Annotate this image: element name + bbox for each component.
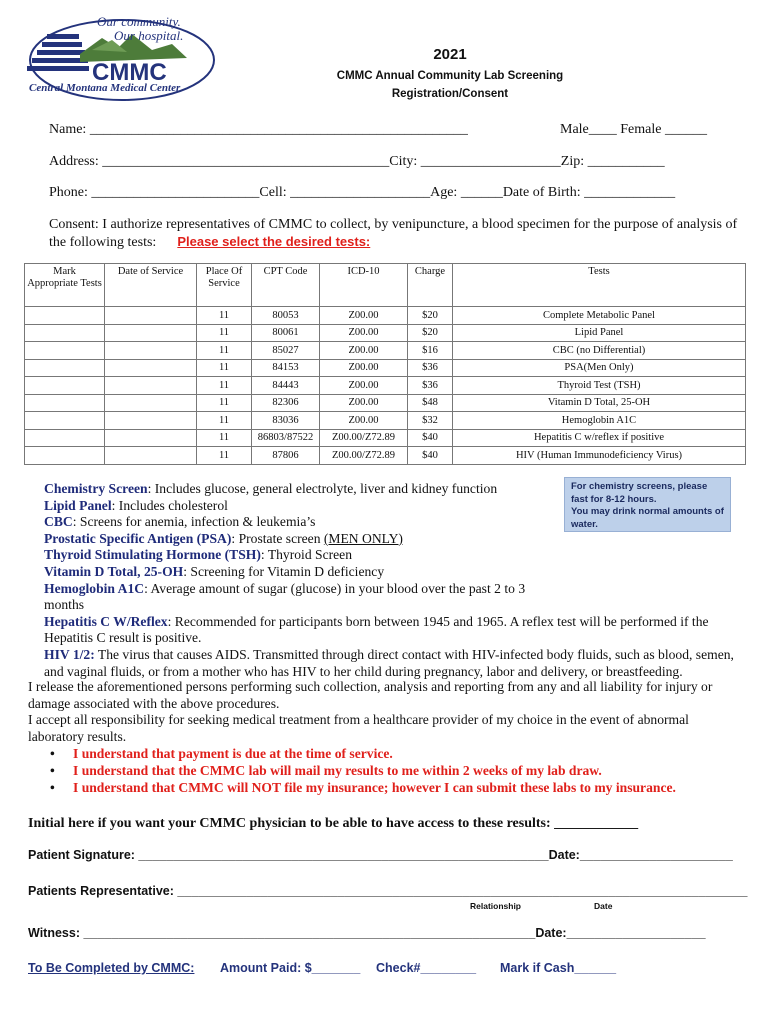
test-name-cell: Complete Metabolic Panel xyxy=(453,307,746,325)
date-cell xyxy=(105,412,197,430)
date-label: Date xyxy=(594,901,613,911)
cpt-cell: 80053 xyxy=(252,307,320,325)
icd-cell: Z00.00 xyxy=(320,377,408,395)
definition-item xyxy=(44,581,564,614)
table-row xyxy=(25,447,746,465)
table-row xyxy=(25,394,746,412)
test-name-cell: Vitamin D Total, 25-OH xyxy=(453,394,746,412)
mark-cell[interactable] xyxy=(25,342,105,360)
cpt-cell: 83036 xyxy=(252,412,320,430)
table-row xyxy=(25,412,746,430)
cash-field[interactable]: Mark if Cash______ xyxy=(500,961,617,975)
cpt-cell: 87806 xyxy=(252,447,320,465)
date-cell xyxy=(105,359,197,377)
charge-cell: $16 xyxy=(408,342,453,360)
patient-signature-field[interactable]: Patient Signature: ___________________________________________________________Date:______________________ xyxy=(28,848,733,862)
charge-cell: $36 xyxy=(408,377,453,395)
acknowledgement-item: • I understand that CMMC will NOT file my insurance; however I can submit these labs to my insurance. xyxy=(50,780,676,795)
charge-cell: $20 xyxy=(408,307,453,325)
cpt-cell: 84443 xyxy=(252,377,320,395)
representative-field[interactable]: Patients Representative: __________________________________________________________________________________ xyxy=(28,884,748,898)
form-year: 2021 xyxy=(433,46,467,63)
fasting-note: For chemistry screens, please fast for 8-12 hours. You may drink normal amounts of water. xyxy=(564,477,731,532)
phone-field[interactable]: Phone: ________________________Cell: ____________________Age: ______Date of Birth: _____________ xyxy=(49,185,676,200)
definition-desc: : Screening for Vitamin D deficiency xyxy=(183,563,385,579)
bullet-icon: • xyxy=(50,746,55,761)
table-row xyxy=(25,342,746,360)
lab-tests-table xyxy=(24,263,746,465)
place-cell: 11 xyxy=(197,429,252,447)
test-name-cell: PSA(Men Only) xyxy=(453,359,746,377)
definition-desc: : Prostate screen xyxy=(231,530,324,546)
cpt-cell: 80061 xyxy=(252,324,320,342)
definition-desc: : Includes cholesterol xyxy=(111,497,228,513)
icd-cell: Z00.00 xyxy=(320,412,408,430)
definition-desc: : Includes glucose, general electrolyte, liver and kidney function xyxy=(147,481,498,496)
table-row xyxy=(25,377,746,395)
table-row xyxy=(25,359,746,377)
definition-term: Prostatic Specific Antigen (PSA) xyxy=(44,530,232,546)
table-header-row xyxy=(25,264,746,307)
table-row xyxy=(25,324,746,342)
definition-emphasis: (MEN ONLY) xyxy=(323,530,403,546)
cpt-cell: 85027 xyxy=(252,342,320,360)
definition-term: Vitamin D Total, 25-OH xyxy=(44,563,184,579)
initial-field[interactable]: Initial here if you want your CMMC physician to be able to have access to these results: ____________ xyxy=(28,816,639,831)
mark-cell[interactable] xyxy=(25,429,105,447)
definition-term: CBC xyxy=(44,514,73,530)
relationship-label: Relationship xyxy=(470,901,522,911)
acknowledgement-item: • I understand that the CMMC lab will mail my results to me within 2 weeks of my lab draw. xyxy=(50,763,602,778)
office-use-label: To Be Completed by CMMC: xyxy=(28,961,195,975)
date-cell xyxy=(105,429,197,447)
col-charge: Charge xyxy=(408,264,453,307)
definition-item xyxy=(44,614,744,647)
name-field[interactable]: Name: ______________________________________________________ xyxy=(49,122,468,137)
bullet-icon: • xyxy=(50,763,55,778)
col-place-of-service: Place Of Service xyxy=(197,264,252,307)
icd-cell: Z00.00/Z72.89 xyxy=(320,429,408,447)
definition-item xyxy=(44,514,559,531)
definition-desc: : Screens for anemia, infection & leukemia’s xyxy=(72,514,316,530)
cpt-cell: 86803/87522 xyxy=(252,429,320,447)
acknowledgement-list xyxy=(48,745,748,796)
form-title: CMMC Annual Community Lab Screening xyxy=(336,70,564,82)
date-cell xyxy=(105,307,197,325)
amount-paid-field[interactable]: Amount Paid: $_______ xyxy=(220,961,361,975)
test-name-cell: CBC (no Differential) xyxy=(453,342,746,360)
select-tests-prompt: Please select the desired tests: xyxy=(177,234,371,249)
cmmc-logo xyxy=(22,10,222,106)
form-subtitle: Registration/Consent xyxy=(391,88,509,100)
definition-term: Thyroid Stimulating Hormone (TSH) xyxy=(44,547,261,563)
release-text: I release the aforementioned persons performing such collection, analysis and reporting from any and all liability for injury or damage associated with the above procedures. I accept all responsibility for seeking medical treatment from a healthcare provider of my choice in the event of abnormal laboratory results. xyxy=(28,679,713,744)
address-field[interactable]: Address: _________________________________________City: ____________________Zip: ___________ xyxy=(49,154,665,169)
charge-cell: $40 xyxy=(408,447,453,465)
mark-cell[interactable] xyxy=(25,307,105,325)
icd-cell: Z00.00 xyxy=(320,394,408,412)
icd-cell: Z00.00 xyxy=(320,307,408,325)
test-name-cell: Hepatitis C w/reflex if positive xyxy=(453,429,746,447)
col-date-of-service: Date of Service xyxy=(105,264,197,307)
definition-desc: : Thyroid Screen xyxy=(260,547,353,563)
place-cell: 11 xyxy=(197,394,252,412)
definition-item xyxy=(44,531,564,548)
definition-item xyxy=(44,481,559,498)
mark-cell[interactable] xyxy=(25,377,105,395)
charge-cell: $40 xyxy=(408,429,453,447)
place-cell: 11 xyxy=(197,447,252,465)
definition-term: Chemistry Screen xyxy=(44,481,148,496)
date-cell xyxy=(105,324,197,342)
place-cell: 11 xyxy=(197,412,252,430)
date-cell xyxy=(105,377,197,395)
check-number-field[interactable]: Check#________ xyxy=(376,961,477,975)
logo-graphic xyxy=(22,10,222,106)
charge-cell: $48 xyxy=(408,394,453,412)
mark-cell[interactable] xyxy=(25,394,105,412)
bullet-icon: • xyxy=(50,780,55,795)
col-tests: Tests xyxy=(453,264,746,307)
svg-text:Central Montana Medical Center: Central Montana Medical Center xyxy=(29,82,181,94)
icd-cell: Z00.00/Z72.89 xyxy=(320,447,408,465)
definition-term: Hemoglobin A1C xyxy=(44,580,145,596)
mark-cell[interactable] xyxy=(25,412,105,430)
test-name-cell: Hemoglobin A1C xyxy=(453,412,746,430)
consent-text-line2: the following tests: Please select the desired tests: xyxy=(49,234,371,250)
place-cell: 11 xyxy=(197,342,252,360)
table-row xyxy=(25,429,746,447)
mark-cell[interactable] xyxy=(25,359,105,377)
definition-term: Lipid Panel xyxy=(44,497,112,513)
place-cell: 11 xyxy=(197,324,252,342)
consent-text: Consent: I authorize representatives of CMMC to collect, by venipuncture, a blood specimen for the purpose of analysis of xyxy=(49,217,738,232)
charge-cell: $32 xyxy=(408,412,453,430)
date-cell xyxy=(105,447,197,465)
definition-term: HIV 1/2: xyxy=(44,646,95,662)
cpt-cell: 82306 xyxy=(252,394,320,412)
charge-cell: $36 xyxy=(408,359,453,377)
date-cell xyxy=(105,342,197,360)
place-cell: 11 xyxy=(197,377,252,395)
svg-text:Our community.: Our community. xyxy=(97,14,181,29)
icd-cell: Z00.00 xyxy=(320,342,408,360)
mark-cell[interactable] xyxy=(25,447,105,465)
charge-cell: $20 xyxy=(408,324,453,342)
col-cpt-code: CPT Code xyxy=(252,264,320,307)
place-cell: 11 xyxy=(197,359,252,377)
icd-cell: Z00.00 xyxy=(320,324,408,342)
definition-desc: : Average amount of sugar (glucose) in your blood over the past 2 to 3 months xyxy=(44,580,526,613)
test-name-cell: Thyroid Test (TSH) xyxy=(453,377,746,395)
col-mark: Mark Appropriate Tests xyxy=(25,264,105,307)
definition-item xyxy=(44,564,564,581)
definition-item xyxy=(44,498,559,515)
svg-text:Our hospital.: Our hospital. xyxy=(114,28,184,43)
place-cell: 11 xyxy=(197,307,252,325)
icd-cell: Z00.00 xyxy=(320,359,408,377)
acknowledgement-item: • I understand that payment is due at the time of service. xyxy=(50,746,393,761)
definition-desc: The virus that causes AIDS. Transmitted through direct contact with HIV-infected body fluids, such as blood, semen, and vaginal fluids, or from a mother who has HIV to her child during pregnancy, labor and delivery, or breastfeeding. xyxy=(44,646,734,679)
definition-item xyxy=(44,547,564,564)
witness-field[interactable]: Witness: _________________________________________________________________Date:____________________ xyxy=(28,926,706,940)
test-name-cell: HIV (Human Immunodeficiency Virus) xyxy=(453,447,746,465)
definition-desc: : Recommended for participants born between 1945 and 1965. A reflex test will be performed if the Hepatitis C result is positive. xyxy=(44,613,709,646)
test-name-cell: Lipid Panel xyxy=(453,324,746,342)
col-icd10: ICD-10 xyxy=(320,264,408,307)
date-cell xyxy=(105,394,197,412)
cpt-cell: 84153 xyxy=(252,359,320,377)
table-row xyxy=(25,307,746,325)
definition-term: Hepatitis C W/Reflex xyxy=(44,613,168,629)
mark-cell[interactable] xyxy=(25,324,105,342)
svg-text:CMMC: CMMC xyxy=(92,59,167,86)
definition-item xyxy=(44,647,744,680)
sex-field[interactable]: Male____ Female ______ xyxy=(560,122,707,137)
